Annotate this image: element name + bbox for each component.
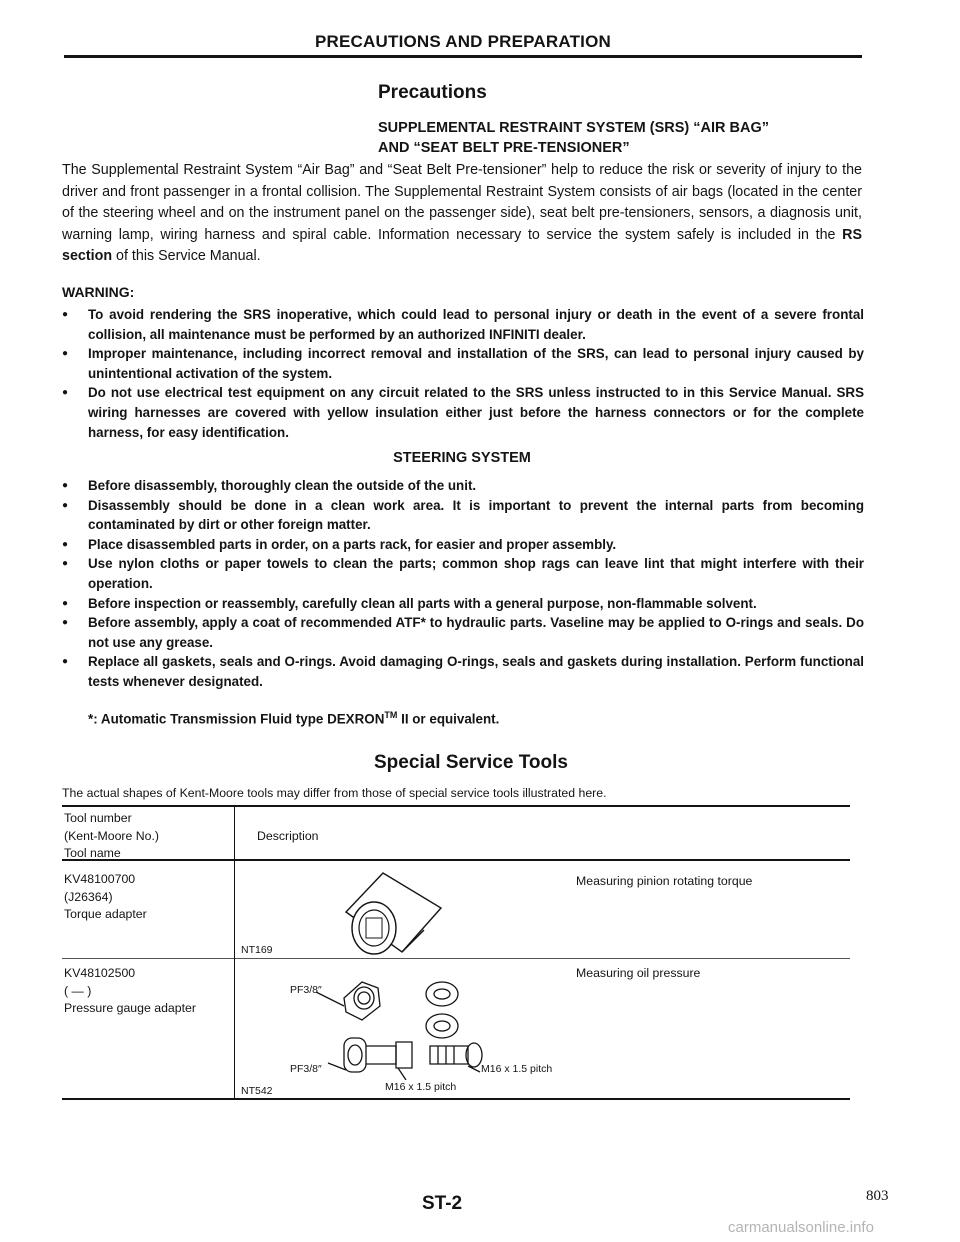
- tool-description: Measuring pinion rotating torque: [576, 874, 753, 888]
- table-column-divider: [234, 807, 235, 1099]
- warning-list: [62, 305, 864, 442]
- atf-footnote: [88, 710, 499, 726]
- tool-number: KV48102500: [64, 966, 136, 980]
- tool-kent-moore: (J26364): [64, 889, 113, 904]
- callout-m16-bottom: M16 x 1.5 pitch: [385, 1081, 457, 1093]
- table-top-rule: [62, 805, 850, 807]
- tool-kent-moore: ( — ): [64, 983, 92, 998]
- srs-section-title: [378, 118, 769, 158]
- steering-item: ● Before assembly, apply a coat of recommended ATF* to hydraulic parts. Vaseline may be applied to O-rings and seals. Do not use any grease.: [62, 613, 864, 652]
- warning-item: ● To avoid rendering the SRS inoperative, which could lead to personal injury or death in the event of a severe frontal collision, all maintenance must be performed by an authorized INFINITI dealer.: [62, 305, 864, 344]
- steering-item: ● Disassembly should be done in a clean work area. It is important to prevent the internal parts from becoming contaminated by dirt or other foreign matter.: [62, 496, 864, 535]
- figure-code: NT542: [241, 1085, 273, 1097]
- header-kent-moore: (Kent-Moore No.): [64, 828, 159, 843]
- trademark-mark: TM: [384, 710, 398, 720]
- steering-item: ● Before disassembly, thoroughly clean the outside of the unit.: [62, 476, 864, 496]
- intro-text: The Supplemental Restraint System “Air Bag” and “Seat Belt Pre-tensioner” help to reduce the risk or severity of injury to the driver and front passenger in a frontal collision. The Supplemental Restraint System consists of air bags (located in the center of the steering wheel and on the instrument panel on the passenger side), seat belt pre-tensioners, sensors, a diagnosis unit, warning lamp, wiring harness and spiral cable. Information necessary to service the system safely is included in the: [62, 162, 862, 243]
- steering-item: ● Before inspection or reassembly, carefully clean all parts with a general purpose, non-flammable solvent.: [62, 594, 864, 614]
- intro-rs-section: RS section: [62, 226, 862, 264]
- tool-name: Pressure gauge adapter: [64, 1001, 196, 1015]
- watermark: carmanualsonline.info: [728, 1219, 874, 1236]
- page-number: 803: [866, 1188, 889, 1204]
- srs-title-line-2: AND “SEAT BELT PRE-TENSIONER”: [378, 140, 630, 156]
- header-tool-name: Tool name: [64, 846, 121, 860]
- special-tools-heading: Special Service Tools: [374, 752, 568, 773]
- callout-pf38-top: PF3/8″: [290, 984, 322, 996]
- tool-row-1-info: [64, 871, 147, 924]
- special-tools-note: The actual shapes of Kent-Moore tools may differ from those of special service tools illustrated here.: [62, 786, 607, 800]
- steering-item: ● Replace all gaskets, seals and O-rings. Avoid damaging O-rings, seals and gaskets during installation. Perform functional tests whenever designated.: [62, 652, 864, 691]
- pressure-gauge-adapter-illustration: [300, 968, 510, 1080]
- warning-item: ● Do not use electrical test equipment on any circuit related to the SRS unless instructed to in this Service Manual. SRS wiring harnesses are covered with yellow insulation either just before the harness connectors or for the complete harness, for easy identification.: [62, 383, 864, 442]
- page-header-title: PRECAUTIONS AND PREPARATION: [315, 32, 611, 51]
- table-bottom-rule: [62, 1098, 850, 1100]
- table-header-tool-info: [64, 810, 159, 863]
- warning-item: ● Improper maintenance, including incorrect removal and installation of the SRS, can lead to personal injury caused by unintentional activation of the system.: [62, 344, 864, 383]
- steering-item: ● Use nylon cloths or paper towels to clean the parts; common shop rags can leave lint that might interfere with their operation.: [62, 554, 864, 593]
- header-rule: [64, 55, 862, 58]
- warning-label: WARNING:: [62, 284, 135, 300]
- page-code: ST-2: [422, 1193, 463, 1214]
- intro-tail: of this Service Manual.: [112, 248, 261, 264]
- steering-system-heading: STEERING SYSTEM: [393, 450, 531, 466]
- header-tool-number: Tool number: [64, 811, 132, 825]
- callout-pf38-bottom: PF3/8″: [290, 1063, 322, 1075]
- precautions-heading: Precautions: [378, 82, 487, 103]
- footnote-suffix: II or equivalent.: [397, 711, 500, 727]
- tool-number: KV48100700: [64, 872, 136, 886]
- callout-m16-right: M16 x 1.5 pitch: [481, 1063, 553, 1075]
- tool-name: Torque adapter: [64, 907, 147, 921]
- table-row-divider: [62, 958, 850, 959]
- srs-intro-paragraph: [62, 160, 862, 268]
- footnote-prefix: *: Automatic Transmission Fluid type DEXRON: [88, 711, 385, 727]
- table-header-description: Description: [257, 829, 319, 843]
- torque-adapter-illustration: [338, 866, 448, 958]
- figure-code: NT169: [241, 944, 273, 956]
- tool-description: Measuring oil pressure: [576, 966, 701, 980]
- steering-list: [62, 476, 864, 692]
- steering-item: ● Place disassembled parts in order, on a parts rack, for easier and proper assembly.: [62, 535, 864, 555]
- tool-row-2-info: [64, 965, 196, 1018]
- table-header-rule: [62, 859, 850, 861]
- srs-title-line-1: SUPPLEMENTAL RESTRAINT SYSTEM (SRS) “AIR BAG”: [378, 120, 769, 136]
